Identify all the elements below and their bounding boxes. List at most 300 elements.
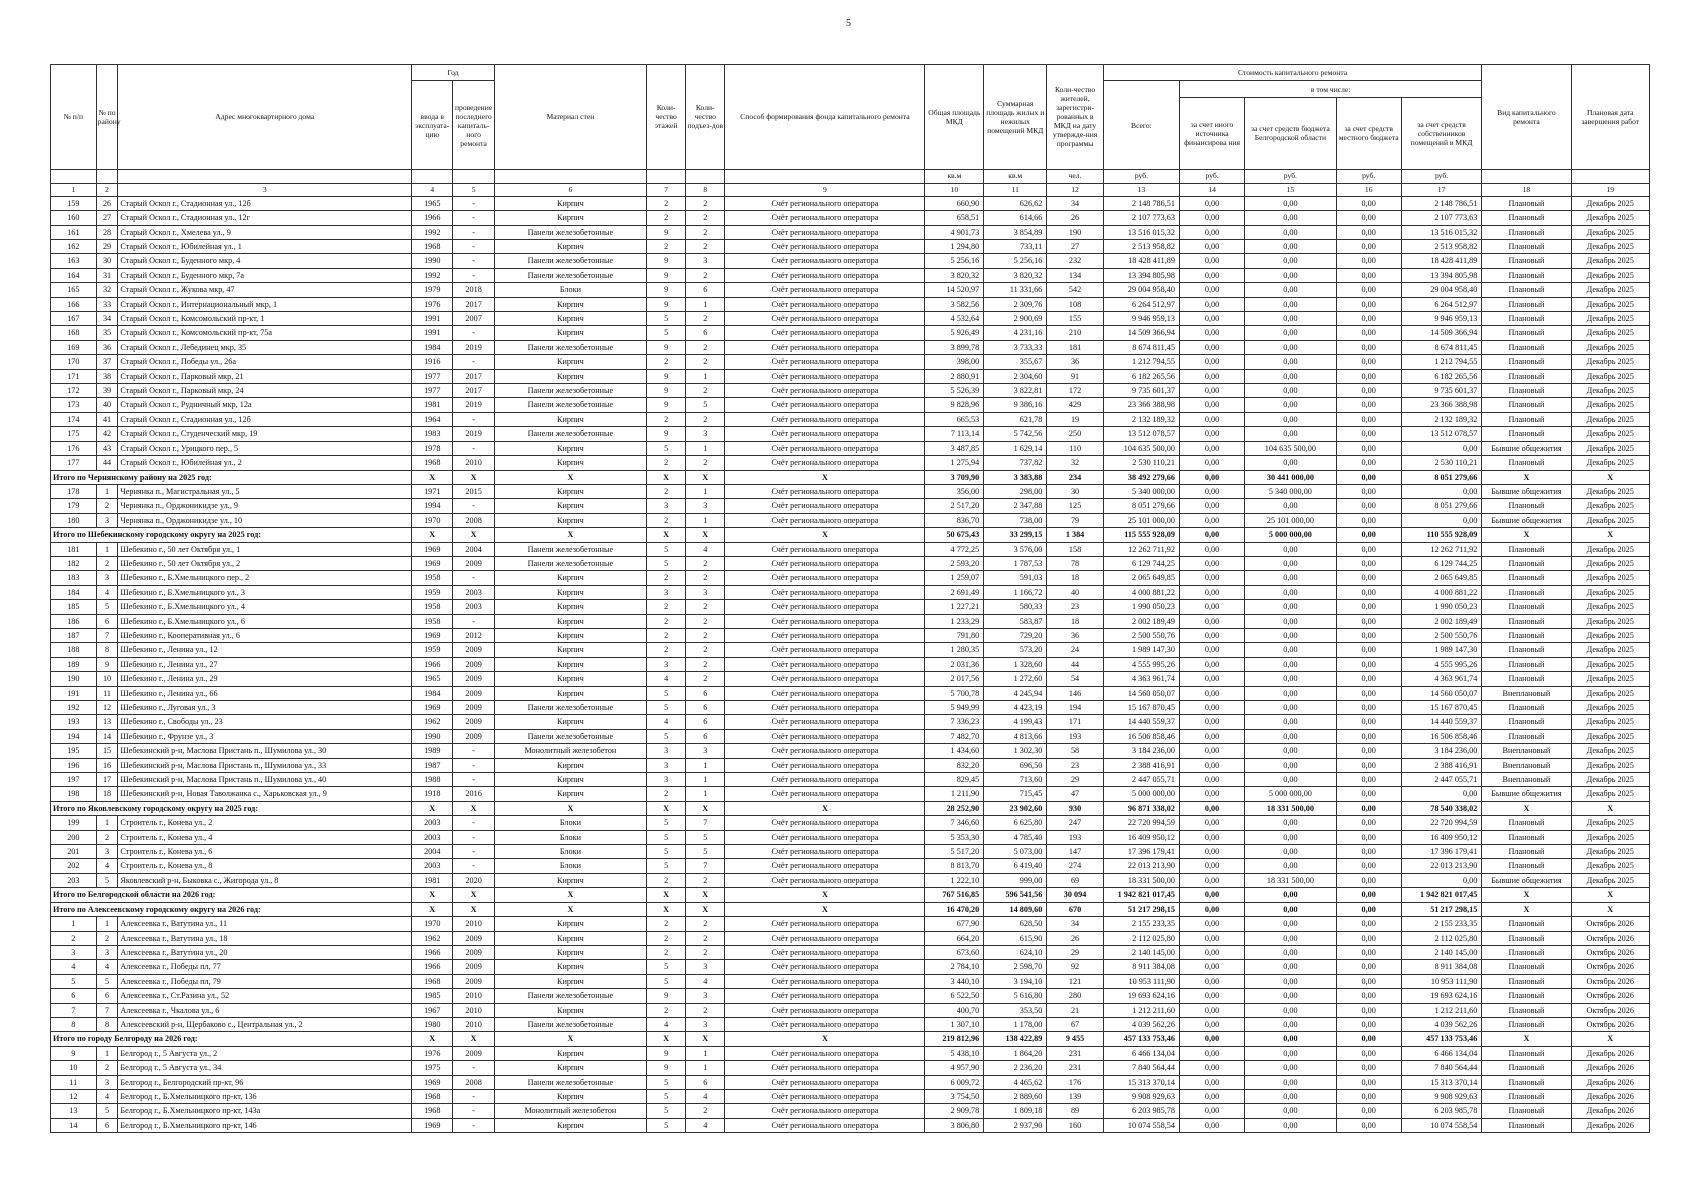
table-cell: 0,00 [1245,643,1336,657]
table-cell: 5 256,16 [984,254,1047,268]
table-row [51,355,1650,369]
table-cell: 9 [647,384,686,398]
table-cell: 14 520,97 [925,283,984,297]
subtotal-cell: X [686,801,725,815]
subtotal-row [51,528,1650,542]
table-cell: Счёт регионального оператора [725,268,925,282]
table-cell: 274 [1047,859,1104,873]
table-cell: Кирпич [494,484,646,498]
subtotal-cell: 0,00 [1245,888,1336,902]
table-cell: Алексеевка г., Чкалова ул., 6 [118,1003,412,1017]
table-cell: 40 [96,398,118,412]
table-cell: Шебекино г., Ленина ул., 66 [118,686,412,700]
table-cell: 6 129 744,25 [1401,556,1482,570]
table-cell: 3 [96,845,118,859]
header-floors: Коли-чество этажей [647,65,686,170]
table-cell: Декабрь 2025 [1571,571,1649,585]
subtotal-cell: 234 [1047,470,1104,484]
table-cell: 2 [96,556,118,570]
table-cell: 67 [1047,1017,1104,1031]
table-cell: 10 953 111,90 [1401,974,1482,988]
table-row [51,1061,1650,1075]
table-cell: 188 [51,643,97,657]
table-cell: 108 [1047,297,1104,311]
table-cell: 4 199,43 [984,715,1047,729]
subtotal-cell: X [453,801,494,815]
table-row [51,585,1650,599]
table-cell: 2 [647,240,686,254]
table-row [51,513,1650,527]
table-cell: 1966 [412,657,453,671]
table-cell: 15 313 370,14 [1401,1075,1482,1089]
table-row [51,571,1650,585]
table-cell: 2 [647,355,686,369]
table-cell: Плановый [1482,254,1571,268]
table-cell: 5 [647,859,686,873]
subtotal-cell: X [686,528,725,542]
table-cell: 2 [686,240,725,254]
table-cell: 0,00 [1179,960,1244,974]
table-cell: 2 132 189,32 [1103,412,1179,426]
table-cell: 195 [51,744,97,758]
table-cell: Панели железобетонные [494,701,646,715]
table-cell: 16 506 858,46 [1103,729,1179,743]
table-cell: 1916 [412,355,453,369]
table-cell: 104 635 500,00 [1103,441,1179,455]
table-cell: Алексеевка г., Ст.Разина ул., 52 [118,989,412,1003]
table-cell: 0,00 [1336,340,1401,354]
table-cell: 0,00 [1245,1017,1336,1031]
table-cell: 169 [51,340,97,354]
table-cell: 4 532,64 [925,312,984,326]
table-cell: Старый Оскол г., Студенческий мкр, 19 [118,427,412,441]
table-cell: Панели железобетонные [494,340,646,354]
table-cell: 624,10 [984,945,1047,959]
table-cell: 42 [96,427,118,441]
table-cell: Декабрь 2025 [1571,758,1649,772]
table-cell: - [453,614,494,628]
table-cell: 1962 [412,931,453,945]
table-cell: Алексеевка г., Ватутина ул., 20 [118,945,412,959]
header-local-budget: за счет средств местного бюджета [1336,97,1401,169]
table-cell: Алексеевка г., Ватутина ул., 18 [118,931,412,945]
table-cell: 202 [51,859,97,873]
table-cell: 2 [686,873,725,887]
table-cell: Кирпич [494,412,646,426]
column-number: 16 [1336,183,1401,196]
table-cell: 4 957,90 [925,1061,984,1075]
table-cell: Строитель г., Конева ул., 2 [118,816,412,830]
table-cell: 0,00 [1245,1104,1336,1118]
table-cell: 3 [647,499,686,513]
table-cell: 2009 [453,701,494,715]
table-cell: Бывшие общежития [1482,484,1571,498]
table-cell: 0,00 [1245,715,1336,729]
table-cell: 353,50 [984,1003,1047,1017]
table-cell: 3 854,89 [984,225,1047,239]
table-cell: 6 466 134,04 [1103,1046,1179,1060]
table-cell: Строитель г., Конева ул., 4 [118,830,412,844]
table-cell: Шебекино г., 50 лет Октября ул., 1 [118,542,412,556]
subtotal-cell: X [1482,470,1571,484]
table-cell: 190 [1047,225,1104,239]
table-cell: 4 901,73 [925,225,984,239]
subtotal-cell: X [1482,888,1571,902]
table-cell: Старый Оскол г., Урицкого пер., 5 [118,441,412,455]
table-cell: 0,00 [1336,787,1401,801]
table-cell: Старый Оскол г., Буденного мкр, 4 [118,254,412,268]
table-cell: 166 [51,297,97,311]
header-year-last-repair: проведение последнего капиталь-ного ремонта [453,81,494,169]
table-cell: Блоки [494,283,646,297]
table-cell: 0,00 [1336,758,1401,772]
table-cell: 2 [686,211,725,225]
subtotal-cell: X [453,470,494,484]
table-cell: 2 [647,513,686,527]
table-cell: 0,00 [1245,989,1336,1003]
table-cell: Плановый [1482,643,1571,657]
table-cell: 0,00 [1179,773,1244,787]
table-cell: 3 754,50 [925,1089,984,1103]
table-cell: 9 [647,989,686,1003]
table-cell: 5 [647,1118,686,1132]
table-cell: Старый Оскол г., Стадионная ул., 12г [118,211,412,225]
subtotal-cell: X [412,801,453,815]
table-cell: 5 [686,830,725,844]
table-cell: 168 [51,326,97,340]
table-cell: 2 388 416,91 [1103,758,1179,772]
table-cell: - [453,571,494,585]
table-cell: 1958 [412,614,453,628]
table-cell: 2 148 786,51 [1103,196,1179,210]
table-cell: 9 [647,268,686,282]
table-cell: Кирпич [494,758,646,772]
table-cell: Шебекинский р-н, Маслова Пристань п., Шумилова ул., 40 [118,773,412,787]
table-cell: 3 820,32 [925,268,984,282]
table-cell: Декабрь 2025 [1571,513,1649,527]
table-cell: 5 353,30 [925,830,984,844]
table-cell: 626,62 [984,196,1047,210]
table-cell: 172 [51,384,97,398]
table-cell: 1966 [412,960,453,974]
table-cell: 5 [647,830,686,844]
table-cell: 0,00 [1336,715,1401,729]
table-cell: 400,70 [925,1003,984,1017]
subtotal-cell: 0,00 [1336,528,1401,542]
table-cell: 167 [51,312,97,326]
table-row [51,686,1650,700]
table-cell: Декабрь 2025 [1571,701,1649,715]
table-cell: Плановый [1482,427,1571,441]
table-cell: Чернянка п., Магистральная ул., 5 [118,484,412,498]
table-cell: 13 394 805,98 [1103,268,1179,282]
table-row [51,657,1650,671]
table-cell: 30 [96,254,118,268]
table-cell: Кирпич [494,787,646,801]
table-cell: Кирпич [494,312,646,326]
table-cell: Белгород г., 5 Августа ул., 2 [118,1046,412,1060]
table-cell: Старый Оскол г., Юбилейная ул., 1 [118,240,412,254]
table-cell: Декабрь 2025 [1571,542,1649,556]
table-cell: 2009 [453,945,494,959]
table-cell: 738,00 [984,513,1047,527]
table-cell: 0,00 [1179,1017,1244,1031]
table-cell: 1984 [412,686,453,700]
column-number: 8 [686,183,725,196]
table-cell: 9 [647,254,686,268]
table-cell: 26 [96,196,118,210]
table-cell: Декабрь 2025 [1571,643,1649,657]
table-cell: 2 447 055,71 [1103,773,1179,787]
table-cell: 0,00 [1245,600,1336,614]
table-cell: 1 280,35 [925,643,984,657]
table-cell: 280 [1047,989,1104,1003]
table-cell: 0,00 [1179,600,1244,614]
table-row [51,1118,1650,1132]
table-row [51,499,1650,513]
table-cell: 1959 [412,585,453,599]
table-cell: 24 [1047,643,1104,657]
table-cell: 27 [96,211,118,225]
table-cell: 163 [51,254,97,268]
table-cell: 0,00 [1336,657,1401,671]
subtotal-label: Итого по Шебекинскому городскому округу на 2025 год: [51,528,412,542]
table-cell: 1979 [412,283,453,297]
table-cell: 2 155 233,35 [1401,917,1482,931]
table-cell: Плановый [1482,614,1571,628]
table-cell: Счёт регионального оператора [725,628,925,642]
table-cell: 4 [96,859,118,873]
subtotal-cell: X [1571,902,1649,916]
table-cell: 2 [647,196,686,210]
table-cell: 0,00 [1179,1118,1244,1132]
table-cell: Декабрь 2025 [1571,686,1649,700]
table-cell: 9 [647,398,686,412]
table-cell: 2 002 189,49 [1103,614,1179,628]
table-cell: 0,00 [1336,1104,1401,1118]
table-cell: 1959 [412,643,453,657]
table-cell: 1969 [412,542,453,556]
table-cell: 1 990 050,23 [1401,600,1482,614]
table-cell: 181 [51,542,97,556]
table-cell: Плановый [1482,499,1571,513]
table-cell: Старый Оскол г., Стадионная ул., 12б [118,412,412,426]
table-cell: Плановый [1482,960,1571,974]
table-cell: 0,00 [1179,211,1244,225]
table-cell: 9 [647,1061,686,1075]
table-cell: 210 [1047,326,1104,340]
table-cell: Счёт регионального оператора [725,542,925,556]
table-cell: 0,00 [1179,628,1244,642]
table-cell: 196 [51,758,97,772]
table-cell: Плановый [1482,600,1571,614]
table-row [51,542,1650,556]
table-cell: Кирпич [494,945,646,959]
table-cell: 4 [647,1017,686,1031]
table-row [51,744,1650,758]
table-cell: 0,00 [1336,1017,1401,1031]
table-cell: Счёт регионального оператора [725,758,925,772]
table-cell: 139 [1047,1089,1104,1103]
table-cell: 1965 [412,672,453,686]
table-cell: Блоки [494,816,646,830]
table-cell: Кирпич [494,974,646,988]
table-cell: 178 [51,484,97,498]
table-cell: 2009 [453,960,494,974]
table-cell: 1968 [412,1104,453,1118]
subtotal-row [51,902,1650,916]
subtotal-cell: 0,00 [1336,801,1401,815]
table-cell: Плановый [1482,945,1571,959]
table-cell: 27 [1047,240,1104,254]
subtotal-cell: X [1482,902,1571,916]
table-cell: 3 184 236,00 [1103,744,1179,758]
table-cell: 2 937,90 [984,1118,1047,1132]
table-cell: 5 256,16 [925,254,984,268]
table-cell: 0,00 [1245,845,1336,859]
subtotal-cell: X [686,902,725,916]
table-cell: 176 [51,441,97,455]
table-cell: 3 576,00 [984,542,1047,556]
table-cell: 3 [686,960,725,974]
table-cell: 2 500 550,76 [1401,628,1482,642]
subtotal-cell: X [412,528,453,542]
table-cell: Кирпич [494,873,646,887]
table-cell: 1989 [412,744,453,758]
table-row [51,412,1650,426]
table-cell: 0,00 [1401,513,1482,527]
table-cell: Декабрь 2025 [1571,830,1649,844]
table-cell: Плановый [1482,412,1571,426]
subtotal-cell: 96 871 338,02 [1103,801,1179,815]
table-cell: 2 140 145,00 [1401,945,1482,959]
table-cell: 170 [51,355,97,369]
table-cell: 2015 [453,484,494,498]
table-cell: 11 [51,1075,97,1089]
table-row [51,240,1650,254]
table-cell: Счёт регионального оператора [725,326,925,340]
table-cell: 29 004 958,40 [1103,283,1179,297]
table-cell: 41 [96,412,118,426]
table-cell: 3 [686,1017,725,1031]
table-cell: Строитель г., Конева ул., 8 [118,859,412,873]
table-row [51,830,1650,844]
table-cell: Кирпич [494,196,646,210]
table-cell: 1 809,18 [984,1104,1047,1118]
header-total-area: Общая площадь МКД [925,65,984,170]
table-cell: 13 512 078,57 [1401,427,1482,441]
subtotal-cell: 0,00 [1179,902,1244,916]
table-cell: 729,20 [984,628,1047,642]
table-cell: 5 [647,1089,686,1103]
table-cell: 0,00 [1245,456,1336,470]
table-cell: 2 155 233,35 [1103,917,1179,931]
table-cell: 1 294,80 [925,240,984,254]
table-cell: 1 864,20 [984,1046,1047,1060]
subtotal-cell: X [412,902,453,916]
table-cell: 15 167 870,45 [1401,701,1482,715]
table-cell: 19 693 624,16 [1401,989,1482,1003]
table-cell: 16 [96,758,118,772]
table-cell: 5 [96,600,118,614]
table-cell: Белгород г., 5 Августа ул., 34 [118,1061,412,1075]
table-cell: - [453,1089,494,1103]
table-cell: 15 [96,744,118,758]
table-row [51,456,1650,470]
table-cell: 2017 [453,297,494,311]
table-cell: Октябрь 2026 [1571,931,1649,945]
table-row [51,369,1650,383]
table-cell: Плановый [1482,340,1571,354]
column-number: 1 [51,183,97,196]
table-cell: Кирпич [494,571,646,585]
table-cell: Счёт регионального оператора [725,931,925,945]
table-cell: 5 [647,326,686,340]
table-cell: 4 [647,672,686,686]
table-cell: 5 616,80 [984,989,1047,1003]
table-cell: 2 112 025,80 [1103,931,1179,945]
subtotal-cell: 28 252,90 [925,801,984,815]
table-cell: Кирпич [494,686,646,700]
table-cell: 5 [647,312,686,326]
table-cell: Плановый [1482,816,1571,830]
table-cell: 0,00 [1179,441,1244,455]
table-cell: 0,00 [1336,672,1401,686]
table-cell: 0,00 [1179,701,1244,715]
table-cell: 0,00 [1245,974,1336,988]
table-cell: 696,50 [984,758,1047,772]
table-cell: Плановый [1482,585,1571,599]
table-cell: 3 733,33 [984,340,1047,354]
table-cell: 2004 [453,542,494,556]
table-cell: Счёт регионального оператора [725,600,925,614]
table-cell: - [453,758,494,772]
table-cell: 2 [686,456,725,470]
table-cell: 92 [1047,960,1104,974]
table-cell: Счёт регионального оператора [725,211,925,225]
table-cell: 2 [686,1003,725,1017]
table-cell: 0,00 [1336,859,1401,873]
table-cell: 9 [647,1046,686,1060]
table-row [51,672,1650,686]
table-cell: 715,45 [984,787,1047,801]
subtotal-row [51,888,1650,902]
table-cell: 0,00 [1336,628,1401,642]
table-cell: 1969 [412,628,453,642]
table-cell: 2008 [453,1075,494,1089]
table-cell: 3 440,10 [925,974,984,988]
subtotal-cell: 0,00 [1179,888,1244,902]
table-cell: 3 [96,945,118,959]
table-cell: 29 [96,240,118,254]
table-cell: 26 [1047,211,1104,225]
table-cell: 91 [1047,369,1104,383]
table-cell: 0,00 [1336,974,1401,988]
table-cell: Кирпич [494,773,646,787]
table-cell: 0,00 [1245,1061,1336,1075]
table-cell: 200 [51,830,97,844]
table-cell: 172 [1047,384,1104,398]
subtotal-cell: X [647,470,686,484]
table-cell: 1970 [412,513,453,527]
table-cell: 26 [1047,931,1104,945]
table-cell: Кирпич [494,931,646,945]
table-cell: 6 264 512,97 [1103,297,1179,311]
table-cell: 583,87 [984,614,1047,628]
table-cell: 3 184 236,00 [1401,744,1482,758]
table-cell: - [453,830,494,844]
table-cell: 18 [96,787,118,801]
